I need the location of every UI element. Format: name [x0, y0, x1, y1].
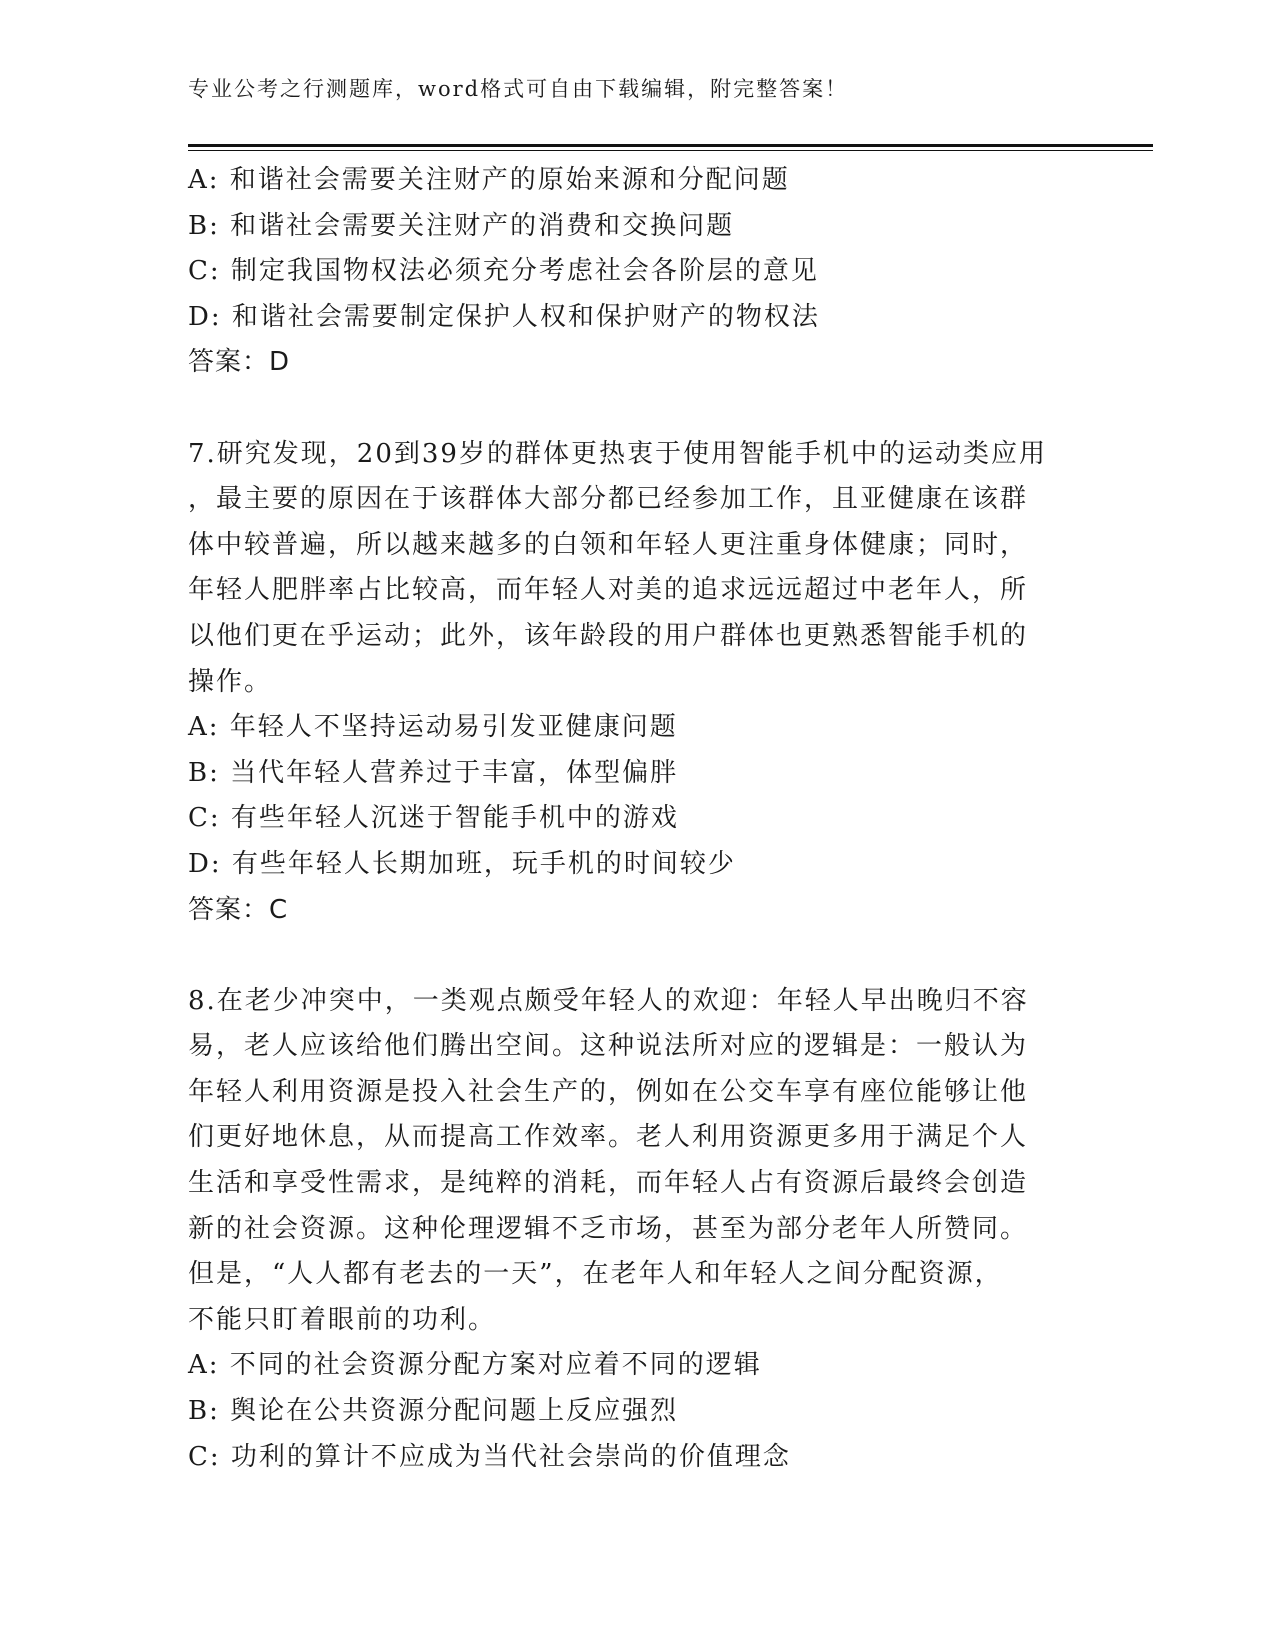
option-c: C: 功利的算计不应成为当代社会崇尚的价值理念: [188, 1441, 791, 1472]
spacer: [188, 386, 1088, 432]
question-8: [188, 979, 1088, 1481]
option-a: A: 年轻人不坚持运动易引发亚健康问题: [188, 712, 678, 743]
question-7: [188, 432, 1088, 934]
question-stem-line: 生活和享受性需求，是纯粹的消耗，而年轻人占有资源后最终会创造: [188, 1168, 1029, 1199]
option-d: D: 有些年轻人长期加班，玩手机的时间较少: [188, 848, 736, 879]
question-stem-line: 以他们更在乎运动；此外，该年龄段的用户群体也更熟悉智能手机的: [188, 620, 1029, 651]
question-stem-line: 操作。: [188, 666, 273, 697]
header-rule-thick: [188, 144, 1153, 147]
question-stem-line: ，最主要的原因在于该群体大部分都已经参加工作，且亚健康在该群: [188, 484, 1029, 515]
spacer: [188, 933, 1088, 979]
page-header: 专业公考之行测题库，word格式可自由下载编辑，附完整答案！: [188, 77, 849, 101]
option-c: C: 有些年轻人沉迷于智能手机中的游戏: [188, 803, 679, 834]
question-6: [188, 158, 1088, 386]
option-b: B: 舆论在公共资源分配问题上反应强烈: [188, 1396, 679, 1427]
question-stem-line: 们更好地休息，从而提高工作效率。老人利用资源更多用于满足个人: [188, 1122, 1029, 1153]
answer: 答案：D: [188, 347, 291, 378]
question-stem-line: 不能只盯着眼前的功利。: [188, 1304, 497, 1335]
option-c: C: 制定我国物权法必须充分考虑社会各阶层的意见: [188, 256, 819, 287]
option-a: A: 和谐社会需要关注财产的原始来源和分配问题: [188, 165, 790, 195]
document-content: [188, 158, 1088, 1480]
question-stem-line: 易，老人应该给他们腾出空间。这种说法所对应的逻辑是：一般认为: [188, 1031, 1029, 1062]
option-a: A: 不同的社会资源分配方案对应着不同的逻辑: [188, 1350, 762, 1381]
question-stem-line: 体中较普遍，所以越来越多的白领和年轻人更注重身体健康；同时，: [188, 529, 1029, 560]
question-stem-line: 新的社会资源。这种伦理逻辑不乏市场，甚至为部分老年人所赞同。: [188, 1213, 1029, 1244]
answer: 答案：C: [188, 894, 289, 925]
question-stem-line: 年轻人肥胖率占比较高，而年轻人对美的追求远远超过中老年人，所: [188, 575, 1029, 606]
option-b: B: 和谐社会需要关注财产的消费和交换问题: [188, 210, 735, 241]
option-b: B: 当代年轻人营养过于丰富，体型偏胖: [188, 757, 679, 788]
question-stem-line: 8.在老少冲突中，一类观点颇受年轻人的欢迎：年轻人早出晚归不容: [188, 985, 1029, 1016]
question-stem-line: 7.研究发现，20到39岁的群体更热衷于使用智能手机中的运动类应用: [188, 438, 1047, 469]
option-d: D: 和谐社会需要制定保护人权和保护财产的物权法: [188, 301, 820, 332]
header-rule-thin: [188, 150, 1153, 151]
question-stem-line: 但是，“人人都有老去的一天”，在老年人和年轻人之间分配资源，: [188, 1259, 1003, 1290]
question-stem-line: 年轻人利用资源是投入社会生产的，例如在公交车享有座位能够让他: [188, 1076, 1029, 1107]
